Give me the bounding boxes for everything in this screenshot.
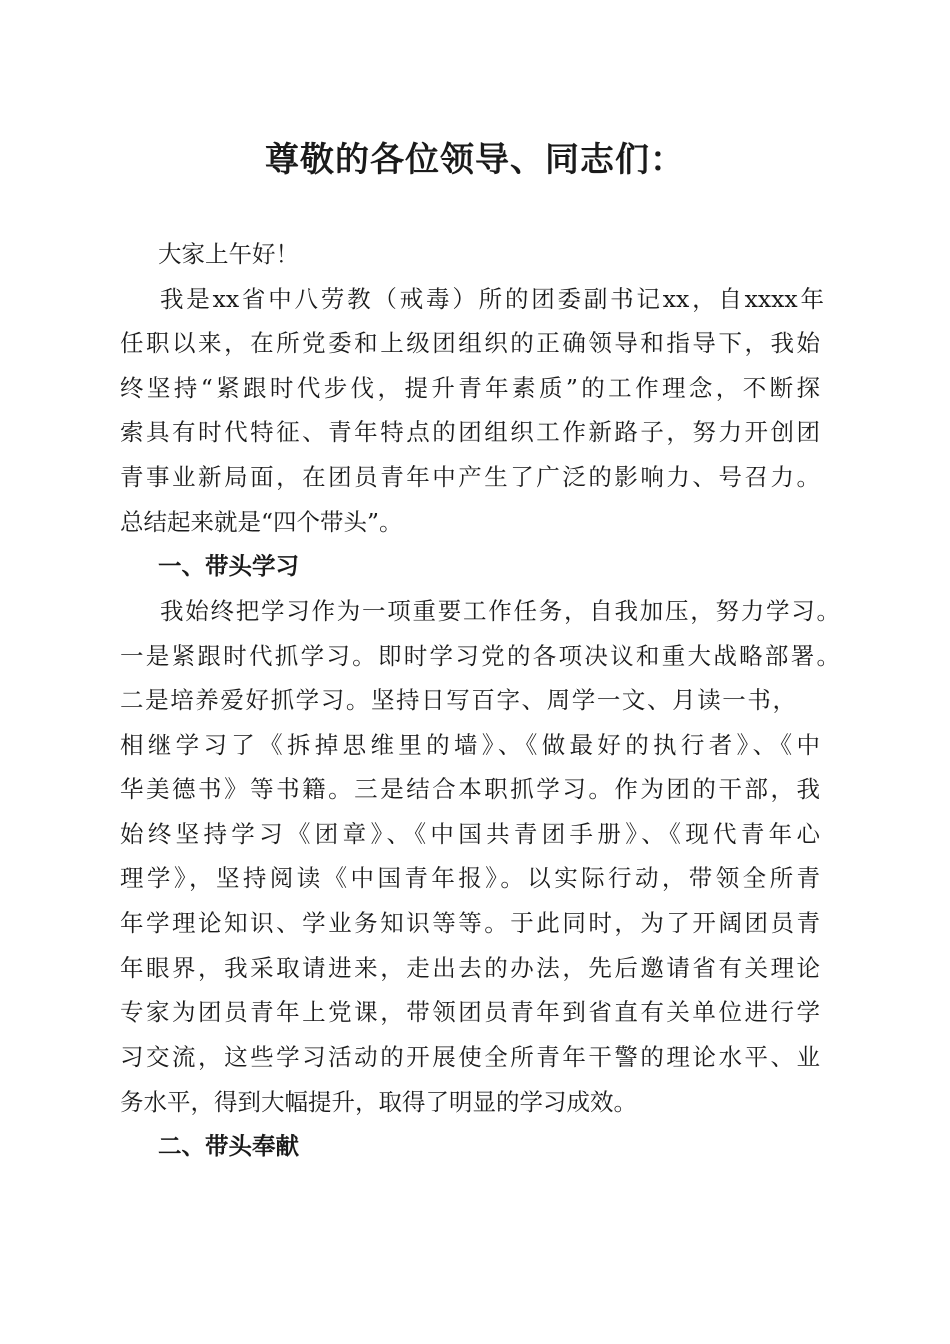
section1-line-5: 华美德书》等书籍。三是结合本职抓学习。作为团的干部，我 (120, 775, 820, 803)
intro-line-1: 我是xx省中八劳教（戒毒）所的团委副书记xx，自xxxx年 (160, 285, 824, 313)
intro-line-4: 索具有时代特征、青年特点的团组织工作新路子，努力开创团 (120, 418, 820, 446)
section1-line-2: 一是紧跟时代抓学习。即时学习党的各项决议和重大战略部署。 (120, 642, 840, 670)
section1-line-12: 务水平，得到大幅提升，取得了明显的学习成效。 (120, 1088, 637, 1116)
section1-line-4: 相继学习了《拆掉思维里的墙》、《做最好的执行者》、《中 (120, 731, 820, 759)
section-heading-1: 一、带头学习 (158, 552, 299, 580)
section1-line-3: 二是培养爱好抓学习。坚持日写百字、周学一文、月读一书， (120, 686, 796, 714)
intro-line-6: 总结起来就是“四个带头”。 (120, 508, 403, 536)
intro-line-2: 任职以来，在所党委和上级团组织的正确领导和指导下，我始 (120, 329, 820, 357)
section1-line-10: 专家为团员青年上党课，带领团员青年到省直有关单位进行学 (120, 998, 820, 1026)
section1-line-9: 年眼界，我采取请进来，走出去的办法，先后邀请省有关理论 (120, 954, 820, 982)
intro-line-5: 青事业新局面，在团员青年中产生了广泛的影响力、号召力。 (120, 463, 820, 491)
section1-line-8: 年学理论知识、学业务知识等等。于此同时，为了开阔团员青 (120, 909, 820, 937)
section-heading-2: 二、带头奉献 (158, 1132, 299, 1160)
section1-line-11: 习交流，这些学习活动的开展使全所青年干警的理论水平、业 (120, 1043, 820, 1071)
page-title: 尊敬的各位领导、同志们： (265, 140, 685, 180)
section1-line-1: 我始终把学习作为一项重要工作任务，自我加压，努力学习。 (160, 597, 840, 625)
intro-line-3: 终坚持“紧跟时代步伐，提升青年素质”的工作理念，不断探 (120, 374, 820, 402)
greeting: 大家上午好！ (158, 240, 299, 268)
section1-line-7: 理学》，坚持阅读《中国青年报》。以实际行动，带领全所青 (120, 864, 820, 892)
section1-line-6: 始终坚持学习《团章》、《中国共青团手册》、《现代青年心 (120, 820, 820, 848)
